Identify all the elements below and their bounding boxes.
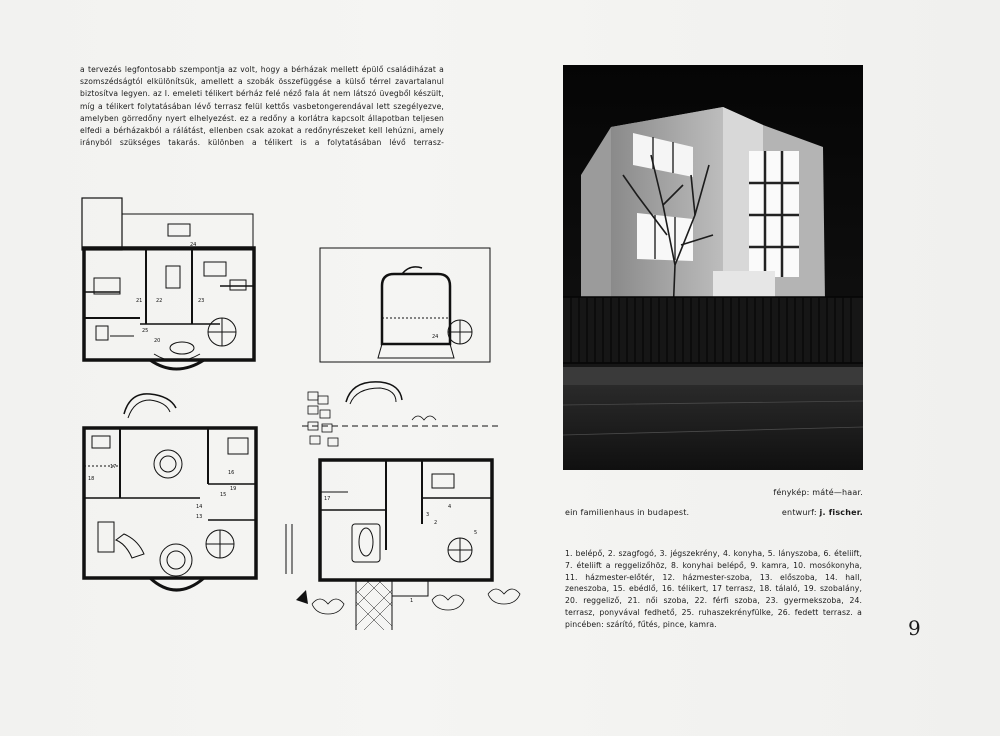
- plan-label: 3: [426, 512, 430, 518]
- house-night-photo: [563, 65, 863, 470]
- first-floor-plan: [80, 388, 260, 594]
- plan-label: 21: [136, 298, 143, 304]
- plan-label: 20: [154, 338, 161, 344]
- plan-label: 16: [228, 470, 235, 476]
- plan-label: 13: [196, 514, 203, 520]
- plan-label: 18: [88, 476, 95, 482]
- plan-label: 25: [142, 328, 149, 334]
- plan-label: 17: [324, 496, 331, 502]
- ground-floor-plan: [282, 374, 532, 636]
- plan-label: 14: [196, 504, 203, 510]
- plan-label: 23: [198, 298, 205, 304]
- plan-label: 5: [474, 530, 478, 536]
- plan-label: 17: [110, 464, 117, 470]
- photo-credit: fénykép: máté—haar.: [773, 488, 863, 497]
- plan-label: 1: [410, 598, 414, 604]
- intro-text: a tervezés legfontosabb szempontja az volt, hogy a bérházak mellett épülő családiházat a szomszédságtól elkülönítsük, amellett a szobák összefüggése a külső térrel zavartalanul biztosítva legyen. az I. emeleti télikert bérház felé néző fala át nem látszó üvegből készült, míg a télikert folytatásában lévő terrasz felül kettős vasbetongerendával lett szegélyezve, amelyben görredőny nyert elhelyezést. ez a redőny a korlátra kapcsolt állapotban teljesen elfedi a bérházakból a rálátást, ellenben csak azokat a redőnyrészeket kell lehúzni, amely irányból szükséges takarás. különben a télikert is a folytatásában lévő terrasz-: [80, 65, 444, 148]
- caption-title: ein familienhaus in budapest.: [565, 508, 690, 517]
- author-prefix: entwurf:: [781, 508, 817, 517]
- plan-label: 2: [434, 520, 438, 526]
- plan-label: 22: [156, 298, 163, 304]
- plan-label: 24: [190, 242, 197, 248]
- plan-label: 4: [448, 504, 452, 510]
- room-legend: 1. belépő, 2. szagfogó, 3. jégszekrény, 4. konyha, 5. lányszoba, 6. ételiift, 7. ételiift a reggelizőhöz, 8. konyhai belépő, 9. kamra, 10. mosókonyha, 11. házmester-előtér, 12. házmester-szoba, 13. előszoba, 14. hall, zeneszoba, 15. ebédlő, 16. télikert, 17 terrasz, 18. tálaló, 19. szobalány, 20. reggeliző, 21. női szoba, 22. férfi szoba, 23. gyermekszoba, 24. terrasz, ponyvával fedhető, 25. ruhaszekrényfülke, 26. fedett terrasz. a pincében: szárító, fűtés, pince, kamra.: [565, 549, 862, 629]
- intro-paragraph: [80, 64, 444, 149]
- entrance-arrow-icon: [296, 590, 308, 604]
- upper-floor-plan: [80, 196, 256, 376]
- roof-plan: [318, 246, 494, 376]
- page-number: 9: [908, 616, 921, 640]
- plan-label: 24: [432, 334, 439, 340]
- author-name: j. fischer.: [819, 508, 863, 517]
- plan-label: 19: [230, 486, 237, 492]
- plan-label: 15: [220, 492, 227, 498]
- caption-author: [782, 508, 863, 517]
